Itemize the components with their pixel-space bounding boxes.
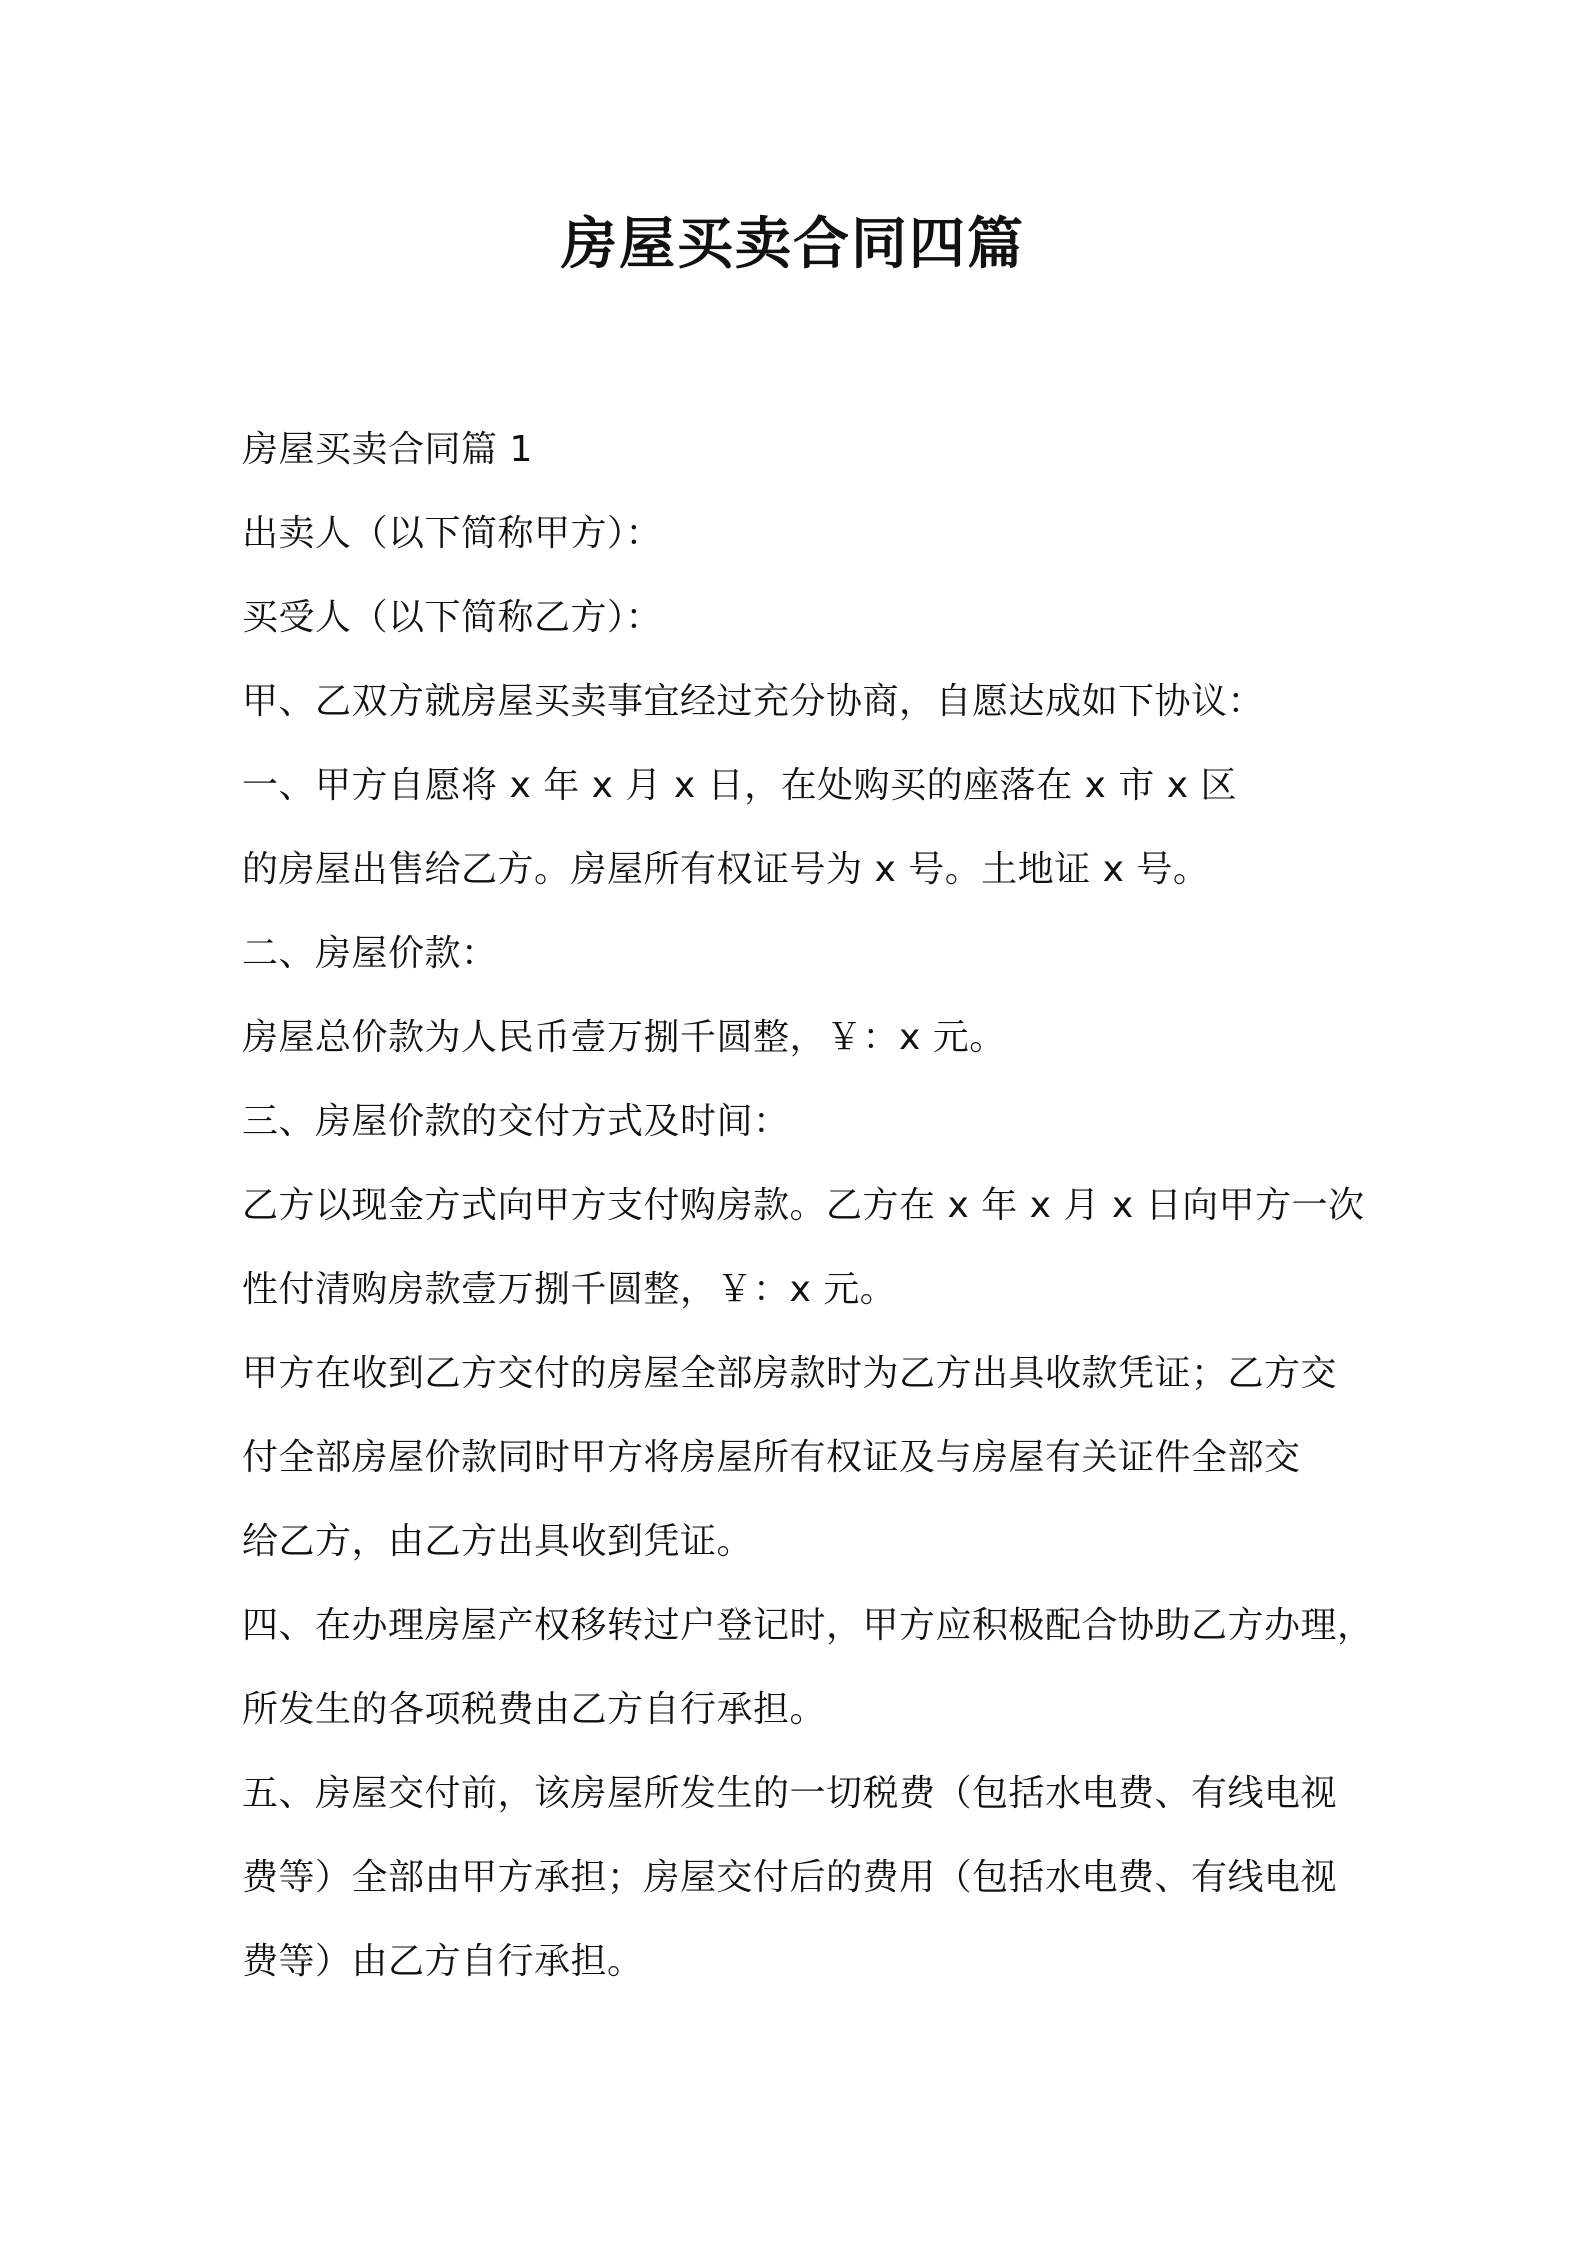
clause-3-line-3: 甲方在收到乙方交付的房屋全部房款时为乙方出具收款凭证；乙方交 (242, 1353, 1338, 1394)
clause-3-line-1: 乙方以现金方式向甲方支付购房款。乙方在 x 年 x 月 x 日向甲方一次 (242, 1185, 1365, 1226)
clause-5-line-3: 费等）由乙方自行承担。 (242, 1941, 644, 1982)
clause-3-line-2: 性付清购房款壹万捌千圆整，￥：x 元。 (242, 1269, 897, 1310)
clause-1-line-1: 一、甲方自愿将 x 年 x 月 x 日，在处购买的座落在 x 市 x 区 (242, 765, 1237, 806)
section-heading: 房屋买卖合同篇 1 (242, 429, 533, 470)
clause-3-heading: 三、房屋价款的交付方式及时间： (242, 1101, 790, 1142)
clause-3-line-4: 付全部房屋价款同时甲方将房屋所有权证及与房屋有关证件全部交 (242, 1437, 1301, 1478)
agreement-intro: 甲、乙双方就房屋买卖事宜经过充分协商，自愿达成如下协议： (242, 681, 1265, 722)
buyer-line: 买受人（以下简称乙方）： (242, 597, 663, 638)
clause-2-heading: 二、房屋价款： (242, 933, 498, 974)
seller-line: 出卖人（以下简称甲方）： (242, 513, 663, 554)
clause-5-line-1: 五、房屋交付前，该房屋所发生的一切税费（包括水电费、有线电视 (242, 1773, 1338, 1814)
clause-4-line-2: 所发生的各项税费由乙方自行承担。 (242, 1689, 827, 1730)
document-body (242, 408, 1372, 2004)
document-title: 房屋买卖合同四篇 (561, 212, 1025, 277)
clause-4-line-1: 四、在办理房屋产权移转过户登记时，甲方应积极配合协助乙方办理， (242, 1605, 1374, 1646)
clause-3-line-5: 给乙方，由乙方出具收到凭证。 (242, 1521, 754, 1562)
clause-5-line-2: 费等）全部由甲方承担；房屋交付后的费用（包括水电费、有线电视 (242, 1857, 1338, 1898)
clause-2-text: 房屋总价款为人民币壹万捌千圆整，￥：x 元。 (242, 1017, 1006, 1058)
clause-1-line-2: 的房屋出售给乙方。房屋所有权证号为 x 号。土地证 x 号。 (242, 849, 1210, 890)
